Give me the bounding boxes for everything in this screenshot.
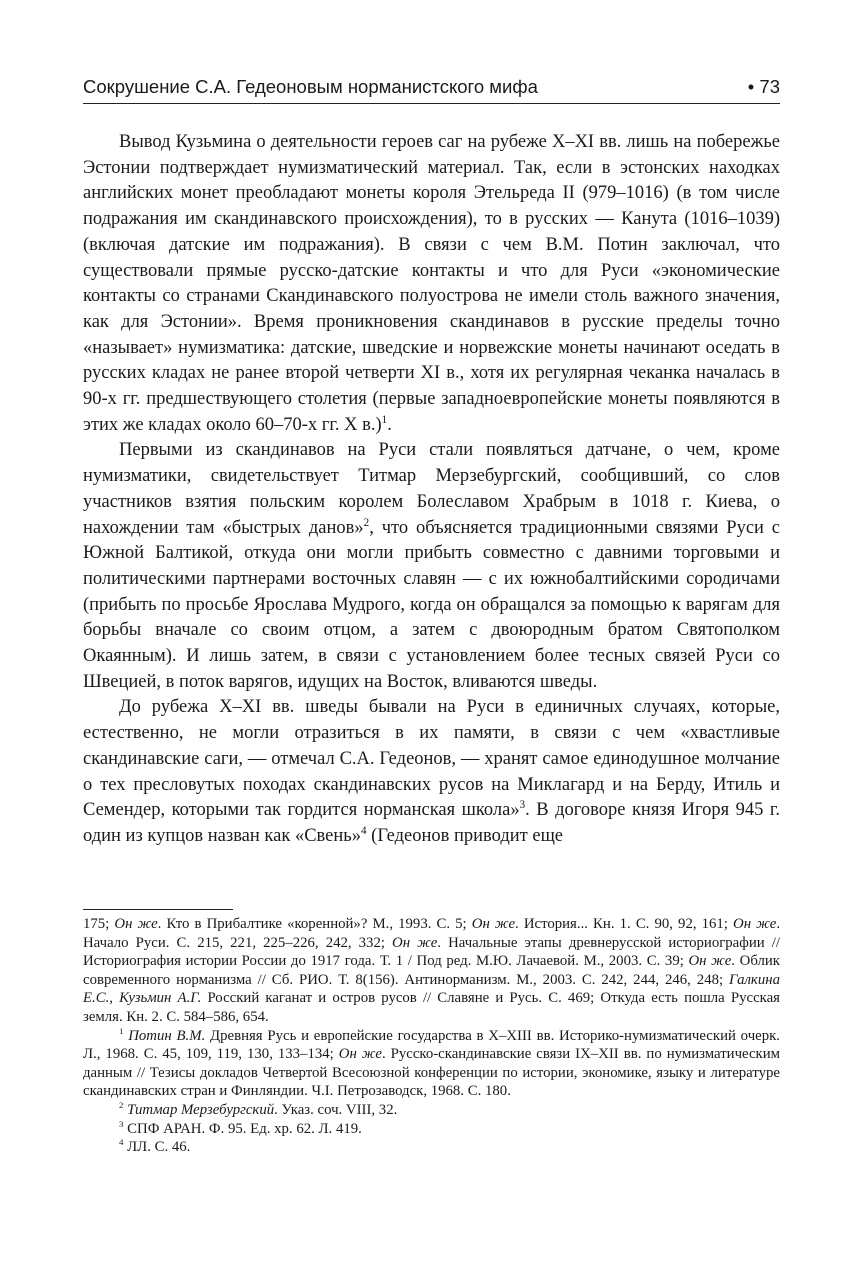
footnote-ref-1[interactable]: 1	[381, 413, 388, 426]
paragraph-3: До рубежа X–XI вв. шведы бывали на Руси в единичных случаях, которые, естественно, не могли отразиться в их памяти, в связи с чем «хвастливые скандинавские саги, — отмечал С.А. Гедеонов, — хранят самое единодушное молчание о тех пресловутых походах скандинавских русов на Миклагард и на Берду, Итиль и Семендер, которыми так гордится норманская школа»$^3$. В договоре князя Игоря 945 г. один из купцов назван как «Свень»$^4$ (Гедеонов приводит еще	[83, 697, 780, 846]
footnote-number: 2	[119, 1100, 124, 1111]
page-number: • 73	[747, 76, 780, 97]
footnote-4: $^4$ ЛЛ. С. 46.	[119, 1137, 191, 1156]
paragraph-1: Вывод Кузьмина о деятельности героев саг на рубеже X–XI вв. лишь на побережье Эстонии подтверждает нумизматический материал. Так, если в эстонских находках английских монет преобладают монеты короля Этельреда II (979–1016) (в том числе подражания им скандинавского происхождения), то в русских — Канута (1016–1039) (включая датские им подражания). В связи с чем В.М. Потин заключал, что существовали прямые русско-датские контакты и что для Руси «экономические контакты со странами Скандинавского полуострова не имели столь важного значения, как для Эстонии». Время проникновения скандинавов в русские пределы точно «называет» нумизматика: датские, шведские и норвежские монеты начинают оседать в русских кладах не ранее второй четверти XI в., хотя их регулярная чеканка началась в 90-х гг. предшествующего столетия (первые западноевропейские монеты появляются в этих же кладах около 60–70-х гг. X в.)$^1$.	[83, 132, 780, 435]
main-text	[83, 130, 780, 850]
footnotes	[83, 915, 780, 1157]
paragraph-2: Первыми из скандинавов на Руси стали появляться датчане, о чем, кроме нумизматики, свидетельствует Титмар Мерзебургский, сообщивший, со слов участников взятия польским королем Болеславом Храбрым в 1018 г. Киева, о нахождении там «быстрых данов»$^2$, что объясняется традиционными связями Руси с Южной Балтикой, откуда они могли прибыть совместно с давними торговыми и политическими партнерами восточных славян — с их южнобалтийскими сородичами (прибыть по просьбе Ярослава Мудрого, когда он обращался за помощью к варягам для борьбы вначале со своим отцом, а затем с двоюродным братом Святополком Окаянным). И лишь затем, в связи с установлением более тесных связей Руси со Швецией, в поток варягов, идущих на Восток, вливаются шведы.	[83, 440, 780, 692]
footnote-ref-4[interactable]: 4	[360, 824, 367, 837]
footnote-3: $^3$ СПФ АРАН. Ф. 95. Ед. хр. 62. Л. 419.	[119, 1118, 362, 1137]
footnote-1: $^1$ Потин В.М. Древняя Русь и европейские государства в X–XIII вв. Историко-нумизматический очерк. Л., 1968. С. 45, 109, 119, 130, 133–134; Он же. Русско-скандинавские связи IX–XII вв. по нумизматическим данным // Тезисы докладов Четвертой Всесоюзной конференции по истории, экономике, языку и литературе скандинавских стран и Финляндии. Ч.I. Петрозаводск, 1968. С. 180.	[83, 1025, 780, 1100]
footnote-ref-2[interactable]: 2	[363, 516, 370, 529]
footnote-continued: 175; Он же. Кто в Прибалтике «коренной»? М., 1993. С. 5; Он же. История... Кн. 1. С. 90, 92, 161; Он же. Начало Руси. С. 215, 221, 225–226, 242, 332; Он же. Начальные этапы древнерусской историографии // Историография истории России до 1917 года. Т. 1 / Под ред. М.Ю. Лачаевой. М., 2003. С. 39; Он же. Облик современного норманизма // Сб. РИО. Т. 8(156). Антинорманизм. М., 2003. С. 242, 244, 246, 248; Галкина Е.С., Кузьмин А.Г. Росский каганат и остров русов // Славяне и Русь. С. 469; Откуда есть пошла Русская земля. Кн. 2. С. 584–586, 654.	[83, 916, 781, 1025]
footnote-2: $^2$ Титмар Мерзебургский. Указ. соч. VIII, 32.	[119, 1100, 398, 1118]
header-rule	[83, 103, 780, 104]
footnote-number: 1	[119, 1025, 124, 1036]
footnote-number: 3	[119, 1118, 124, 1129]
footnote-rule	[83, 909, 233, 910]
running-title: Сокрушение С.А. Гедеоновым норманистского мифа	[83, 76, 538, 97]
footnote-number: 4	[119, 1137, 124, 1148]
footnote-ref-3[interactable]: 3	[519, 799, 526, 812]
running-header	[83, 74, 780, 102]
